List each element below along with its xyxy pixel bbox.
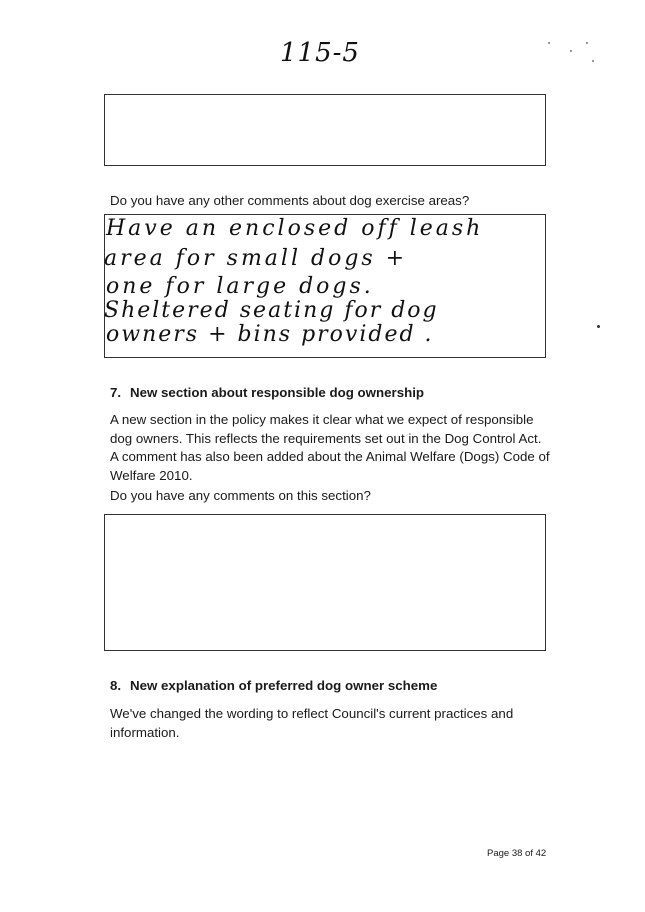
ink-dot <box>597 325 600 328</box>
handwritten-line: Sheltered seating for dog <box>104 298 439 323</box>
section-7-question: Do you have any comments on this section? <box>110 488 371 503</box>
dog-exercise-question: Do you have any other comments about dog exercise areas? <box>110 193 470 208</box>
section-7-heading <box>110 385 424 400</box>
section-7-answer-box[interactable] <box>104 514 546 651</box>
section-8-number: 8. <box>110 678 122 693</box>
section-8-title: New explanation of preferred dog owner scheme <box>130 678 438 693</box>
handwritten-line: owners + bins provided . <box>106 322 434 347</box>
section-7-number: 7. <box>110 385 122 400</box>
page-number-footer: Page 38 of 42 <box>487 848 547 859</box>
section-8-body: We've changed the wording to reflect Council's current practices and information. <box>110 706 514 740</box>
previous-answer-box[interactable] <box>104 94 546 166</box>
handwritten-line: area for small dogs + <box>104 246 408 271</box>
section-7-title: New section about responsible dog ownership <box>130 385 425 400</box>
scan-specks <box>540 36 600 66</box>
handwritten-reference-number: 115-5 <box>280 38 360 68</box>
handwritten-line: one for large dogs. <box>106 274 374 299</box>
handwritten-line: Have an enclosed off leash <box>106 216 484 241</box>
section-7-body: A new section in the policy makes it clear what we expect of responsible dog owners. This reflects the requirements set out in the Dog Control Act. A comment has also been added about the Animal Welfare (Dogs) Code of Welfare 2010. <box>110 412 550 483</box>
section-8-heading <box>110 678 437 693</box>
